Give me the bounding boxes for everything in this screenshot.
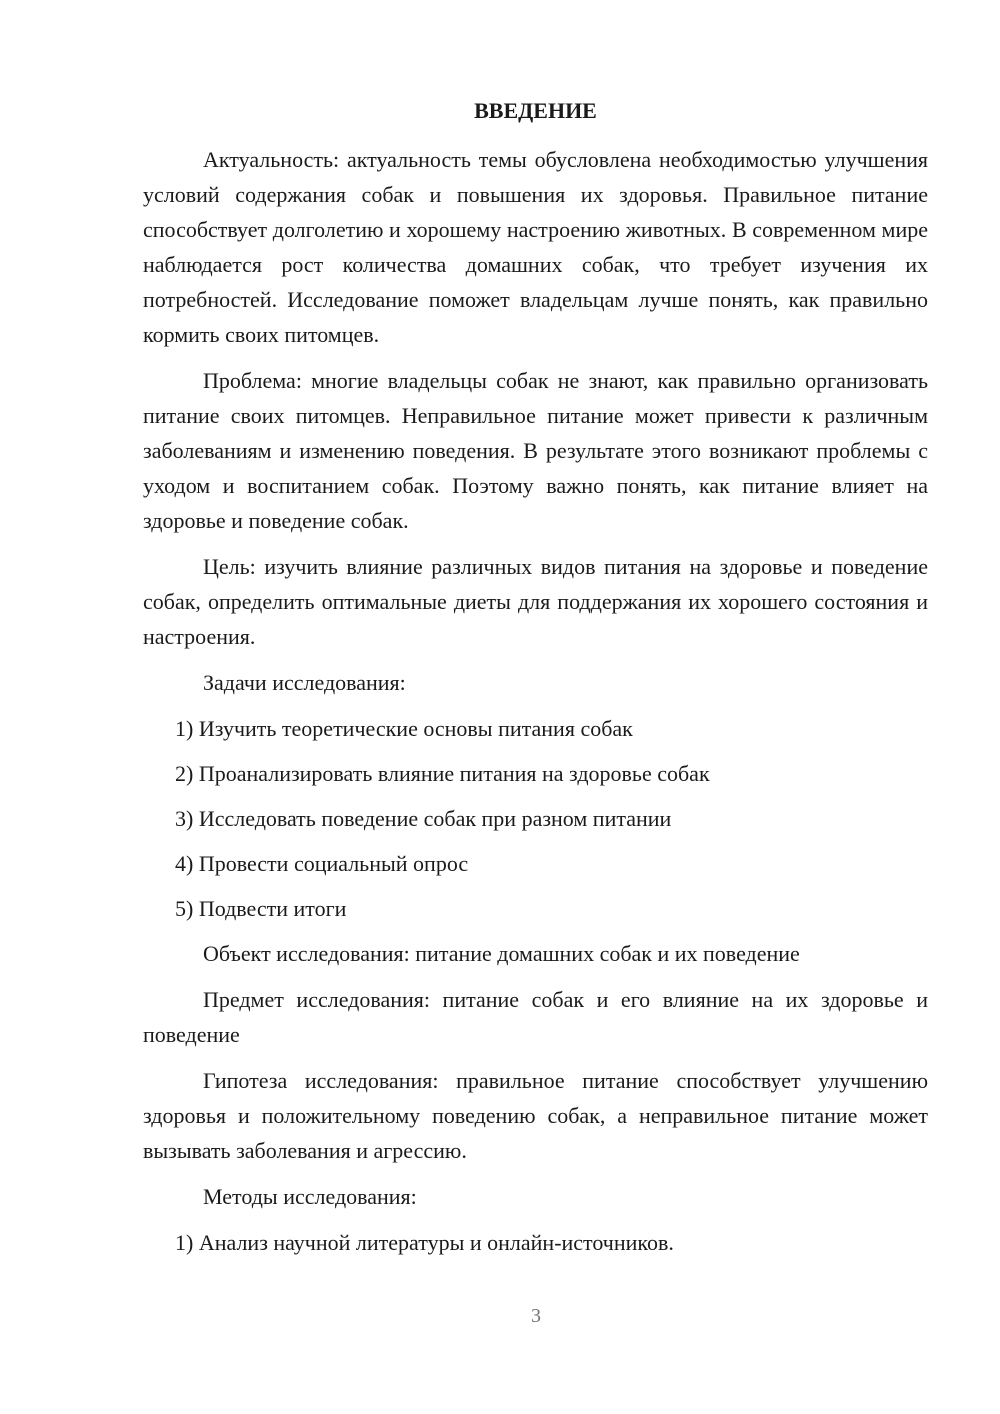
paragraph-goal: Цель: изучить влияние различных видов питания на здоровье и поведение собак, определить оптимальные диеты для поддержания их хорошего состояния и настроения.	[143, 554, 928, 649]
task-item: 2) Проанализировать влияние питания на здоровье собак	[175, 761, 710, 786]
task-item: 5) Подвести итоги	[175, 896, 347, 921]
task-item: 1) Изучить теоретические основы питания собак	[175, 716, 633, 741]
paragraph-hypothesis: Гипотеза исследования: правильное питание способствует улучшению здоровья и положительному поведению собак, а неправильное питание может вызывать заболевания и агрессию.	[143, 1068, 928, 1163]
tasks-heading: Задачи исследования:	[203, 670, 406, 695]
section-title: ВВЕДЕНИЕ	[474, 98, 597, 123]
document-page	[143, 93, 928, 1270]
method-item: 1) Анализ научной литературы и онлайн-источников.	[175, 1230, 674, 1255]
task-item: 4) Провести социальный опрос	[175, 851, 469, 876]
page-number: 3	[531, 1305, 541, 1327]
task-item: 3) Исследовать поведение собак при разном питании	[175, 806, 672, 831]
paragraph-problem: Проблема: многие владельцы собак не знают, как правильно организовать питание своих питомцев. Неправильное питание может привести к различным заболеваниям и изменению поведения. В результате этого возникают проблемы с уходом и воспитанием собак. Поэтому важно понять, как питание влияет на здоровье и поведение собак.	[143, 368, 928, 533]
paragraph-subject: Предмет исследования: питание собак и его влияние на их здоровье и поведение	[143, 987, 928, 1047]
paragraph-object: Объект исследования: питание домашних собак и их поведение	[203, 941, 800, 966]
paragraph-relevance: Актуальность: актуальность темы обусловлена необходимостью улучшения условий содержания собак и повышения их здоровья. Правильное питание способствует долголетию и хорошему настроению животных. В современном мире наблюдается рост количества домашних собак, что требует изучения их потребностей. Исследование поможет владельцам лучше понять, как правильно кормить своих питомцев.	[143, 147, 928, 347]
methods-heading: Методы исследования:	[203, 1184, 417, 1209]
